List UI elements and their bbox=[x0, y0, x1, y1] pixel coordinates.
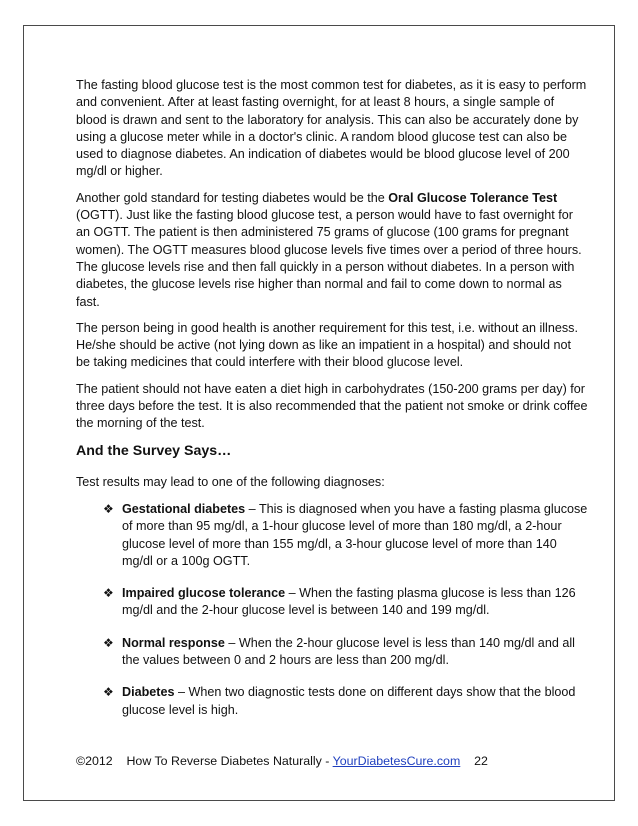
paragraph-ogtt-rest: (OGTT). Just like the fasting blood glucose test, a person would have to fast overnight for an OGTT. The patient is then administered 75 grams of glucose (100 grams for pregnant women). The OGTT measures blood glucose levels five times over a period of three hours. The glucose levels rise and then fall quickly in a person without diabetes. In a person with diabetes, the glucose levels rise higher than normal and fail to come down to normal as fast. bbox=[76, 208, 582, 309]
list-item bbox=[103, 501, 588, 570]
list-item bbox=[103, 585, 588, 620]
diagnosis-term: Diabetes bbox=[122, 685, 175, 700]
footer-title: How To Reverse Diabetes Naturally - bbox=[126, 754, 333, 768]
diagnosis-term: Normal response bbox=[122, 635, 225, 650]
list-item bbox=[103, 684, 588, 719]
diagnosis-text: – When two diagnostic tests done on different days show that the blood glucose level is high. bbox=[122, 685, 576, 717]
section-intro: Test results may lead to one of the following diagnoses: bbox=[76, 474, 385, 489]
paragraph-ogtt bbox=[76, 190, 588, 311]
diamond-bullet-icon: ❖ bbox=[103, 685, 114, 700]
paragraph-fasting-test: The fasting blood glucose test is the most common test for diabetes, as it is easy to perform and convenient. After at least fasting overnight, for at least 8 hours, a single sample of blood is drawn and sent to the laboratory for analysis. This can also be accurately done by using a glucose meter while in a doctor's clinic. A random blood glucose test can also be used to diagnose diabetes. An indication of diabetes would be blood glucose level of 200 mg/dl or higher. bbox=[76, 78, 587, 179]
section-heading: And the Survey Says… bbox=[76, 442, 232, 459]
paragraph-diet: The patient should not have eaten a diet high in carbohydrates (150-200 grams per day) for three days before the test. It is also recommended that the patient not smoke or drink coffee the morning of the test. bbox=[76, 381, 588, 431]
diamond-bullet-icon: ❖ bbox=[103, 586, 114, 601]
footer-page-number: 22 bbox=[474, 754, 488, 768]
list-item bbox=[103, 635, 588, 670]
page-content bbox=[76, 77, 588, 734]
paragraph-ogtt-start: Another gold standard for testing diabetes would be the bbox=[76, 190, 389, 205]
diamond-bullet-icon: ❖ bbox=[103, 501, 114, 516]
diagnosis-text: – When the 2-hour glucose level is less than 140 mg/dl and all the values between 0 and 2 hours are less than 200 mg/dl. bbox=[122, 635, 575, 668]
diagnosis-term: Gestational diabetes bbox=[122, 501, 246, 516]
diagnosis-term: Impaired glucose tolerance bbox=[122, 586, 286, 601]
paragraph-good-health: The person being in good health is another requirement for this test, i.e. without an illness. He/she should be active (not lying down as like an impatient in a hospital) and should not be taking medicines that could interfere with their blood glucose level. bbox=[76, 320, 578, 370]
diamond-bullet-icon: ❖ bbox=[103, 635, 114, 650]
footer-website-link[interactable]: YourDiabetesCure.com bbox=[332, 754, 461, 768]
document-page bbox=[23, 25, 615, 801]
page-footer bbox=[76, 754, 488, 768]
diagnosis-text: – This is diagnosed when you have a fasting plasma glucose of more than 95 mg/dl, a 1-hour glucose level of more than 180 mg/dl, a 2-hour glucose level of more than 155 mg/dl, a 3-hour glucose level of more than 140 mg/dl or a 100g OGTT. bbox=[122, 501, 588, 568]
diagnoses-list bbox=[76, 501, 588, 719]
footer-copyright: ©2012 bbox=[76, 754, 113, 768]
ogtt-term: Oral Glucose Tolerance Test bbox=[388, 190, 558, 205]
diagnosis-text: – When the fasting plasma glucose is less than 126 mg/dl and the 2-hour glucose level is between 140 and 199 mg/dl. bbox=[122, 586, 576, 618]
